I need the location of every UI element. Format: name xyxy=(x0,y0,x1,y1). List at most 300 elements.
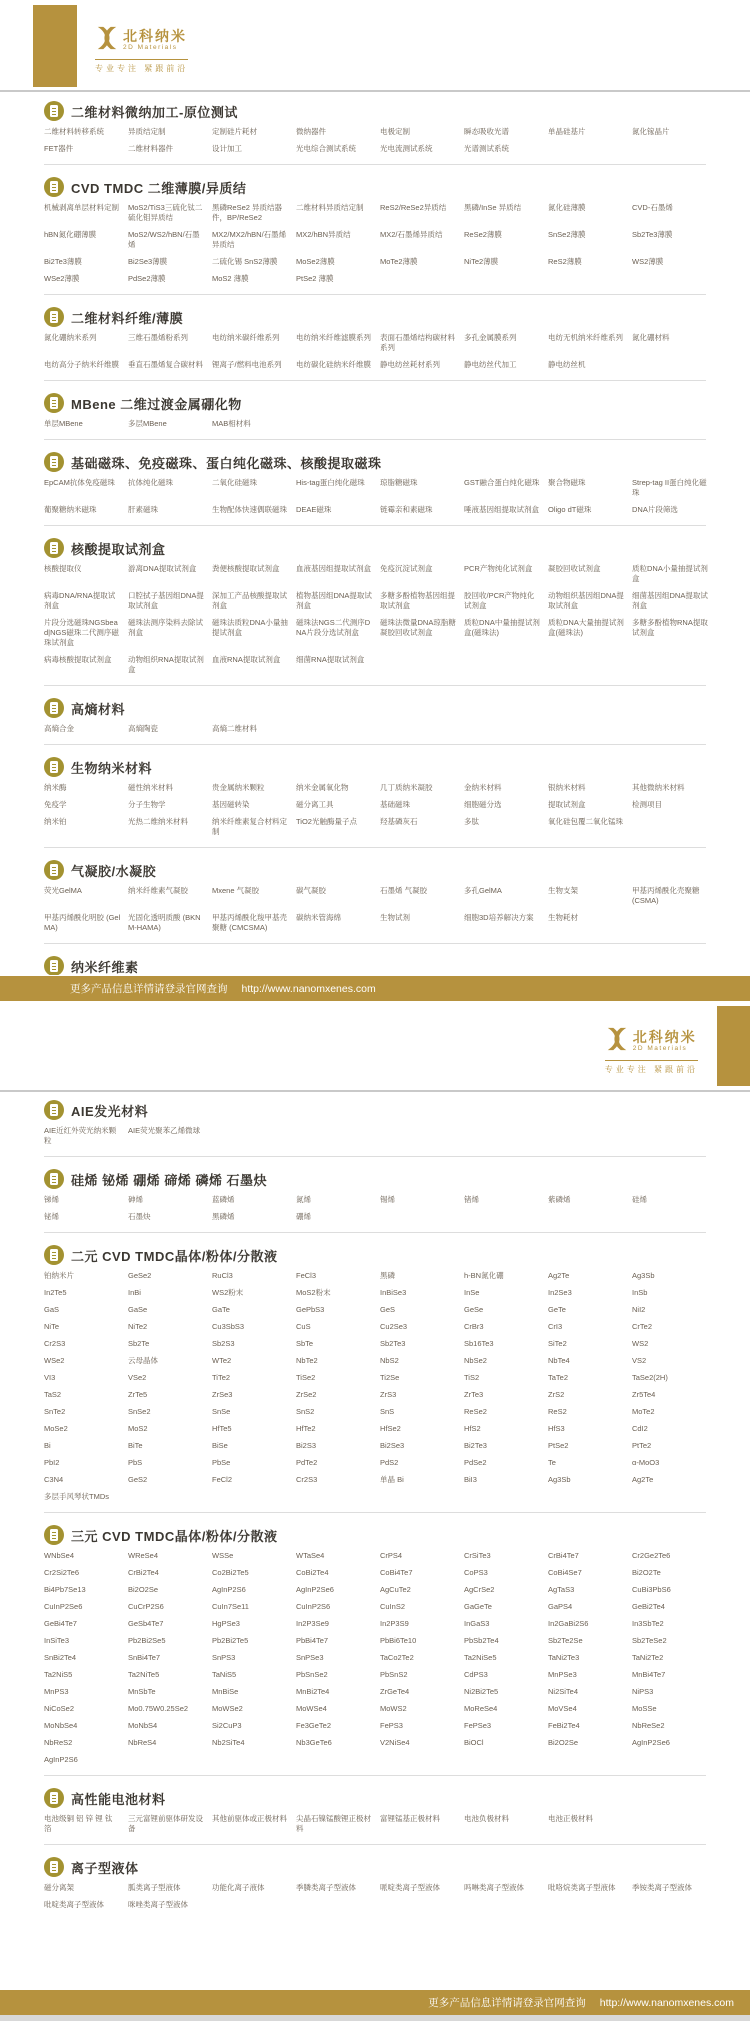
product-section xyxy=(0,956,750,975)
product-item: 富锂锰基正极材料 xyxy=(380,1814,440,1823)
product-item: 光固化透明质酸 (BKNM-HAMA) xyxy=(128,913,201,932)
product-item: PtSe2 xyxy=(548,1441,569,1450)
product-section xyxy=(0,1525,750,1765)
product-item: 血液基因组提取试剂盒 xyxy=(296,564,371,573)
product-item: ReSe2薄膜 xyxy=(464,230,502,239)
product-item: 凝胶回收试剂盒 xyxy=(548,564,601,573)
product-item: CoBi4Se7 xyxy=(548,1568,582,1577)
product-item: CuInP2S6 xyxy=(296,1602,331,1611)
section-title: 高熵材料 xyxy=(71,701,126,717)
product-item: HgPSe3 xyxy=(212,1619,240,1628)
product-section xyxy=(0,1169,750,1222)
section-separator xyxy=(44,943,706,944)
product-item: AgCrSe2 xyxy=(464,1585,495,1594)
product-item: Ni2Bi2Te5 xyxy=(464,1687,499,1696)
product-item: VS2 xyxy=(632,1356,647,1365)
product-item: EpCAM抗体免疫磁珠 xyxy=(44,478,115,487)
product-item: Ta2NiSe5 xyxy=(464,1653,497,1662)
product-item: CuCrP2S6 xyxy=(128,1602,164,1611)
product-section xyxy=(0,1100,750,1146)
section-doc-icon xyxy=(44,307,64,327)
product-item: 瞬态吸收光谱 xyxy=(464,127,509,136)
gold-accent-rect xyxy=(33,5,77,87)
product-item: 聚合物磁珠 xyxy=(548,478,586,487)
section-doc-icon xyxy=(44,956,64,975)
product-section xyxy=(0,757,750,837)
product-item: MoWS2 xyxy=(380,1704,407,1713)
product-row xyxy=(44,203,716,223)
product-item: VSe2 xyxy=(128,1373,147,1382)
product-item: In2Te5 xyxy=(44,1288,67,1297)
section-title: 纳米纤维素 xyxy=(71,959,139,975)
product-item: 石墨烯 气凝胶 xyxy=(380,886,428,895)
product-item: CuInP2Se6 xyxy=(44,1602,83,1611)
product-item: WS2薄膜 xyxy=(632,257,664,266)
product-row xyxy=(44,1126,716,1146)
product-item: WSSe xyxy=(212,1551,234,1560)
product-item: TaTe2 xyxy=(548,1373,569,1382)
product-row xyxy=(44,1636,716,1646)
product-item: CoPS3 xyxy=(464,1568,488,1577)
product-item: 几丁质纳米凝胶 xyxy=(380,783,433,792)
product-item: 电极定制 xyxy=(380,127,410,136)
product-item: MoReSe4 xyxy=(464,1704,498,1713)
product-item: Mo0.75W0.25Se2 xyxy=(128,1704,189,1713)
product-item: GST融合蛋白纯化磁珠 xyxy=(464,478,540,487)
product-item: MnBi4Te7 xyxy=(632,1670,666,1679)
product-item: MoWSe4 xyxy=(296,1704,327,1713)
product-item: 动物组织RNA提取试剂盒 xyxy=(128,655,204,674)
product-item: Mxene 气凝胶 xyxy=(212,886,260,895)
product-row xyxy=(44,1551,716,1561)
product-item: 吡啶类离子型液体 xyxy=(44,1900,104,1909)
product-item: 高熵二维材料 xyxy=(212,724,257,733)
product-item: 链霉亲和素磁珠 xyxy=(380,505,433,514)
product-item: 基础磁珠 xyxy=(380,800,410,809)
product-row xyxy=(44,1883,716,1893)
product-item: Nb3GeTe6 xyxy=(296,1738,332,1747)
product-item: 免疫沉淀试剂盒 xyxy=(380,564,433,573)
section-title: 三元 CVD TMDC晶体/粉体/分散液 xyxy=(71,1528,278,1544)
product-item: α-MoO3 xyxy=(632,1458,660,1467)
product-item: AgTaS3 xyxy=(548,1585,575,1594)
product-item: 口腔拭子基因组DNA提取试剂盒 xyxy=(128,591,204,610)
product-item: h-BN氮化硼 xyxy=(464,1271,504,1280)
product-item: GaSe xyxy=(128,1305,148,1314)
product-row xyxy=(44,1602,716,1612)
product-item: DEAE磁珠 xyxy=(296,505,332,514)
product-item: GaS xyxy=(44,1305,60,1314)
product-item: 二维材料转移系统 xyxy=(44,127,104,136)
product-item: InSiTe3 xyxy=(44,1636,70,1645)
product-item: 病毒核酸提取试剂盒 xyxy=(44,655,112,664)
product-item: 三维石墨烯粉系列 xyxy=(128,333,188,342)
product-item: FeCl3 xyxy=(296,1271,317,1280)
product-item: 静电纺丝代加工 xyxy=(464,360,517,369)
product-row xyxy=(44,1356,716,1366)
product-item: 静电纺丝机 xyxy=(548,360,586,369)
product-item: GeS2 xyxy=(128,1475,148,1484)
product-row xyxy=(44,591,716,611)
product-item: InBiSe3 xyxy=(380,1288,407,1297)
product-item: Bi xyxy=(44,1441,51,1450)
product-item: SnSe2 xyxy=(128,1407,151,1416)
product-item: 磁分离工具 xyxy=(296,800,334,809)
product-item: MoS2/TiS3三硫化钛二硫化钼异质结 xyxy=(128,203,203,222)
product-item: 电纺碳化硅纳米纤维膜 xyxy=(296,360,371,369)
product-row xyxy=(44,886,716,906)
product-item: 单层MBene xyxy=(44,419,83,428)
product-item: 碳纳米管海绵 xyxy=(296,913,341,922)
product-item: 金纳米材料 xyxy=(464,783,502,792)
product-item: 生物试剂 xyxy=(380,913,410,922)
product-item: 多肽 xyxy=(464,817,479,826)
product-item: 甲基丙烯酰化明胶 (GelMA) xyxy=(44,913,121,932)
product-item: CrTe2 xyxy=(632,1322,653,1331)
product-item: V2NiSe4 xyxy=(380,1738,410,1747)
section-doc-icon xyxy=(44,860,64,880)
product-item: InSe xyxy=(464,1288,480,1297)
product-item: Bi2Te3薄膜 xyxy=(44,257,82,266)
product-item: ReS2 xyxy=(548,1407,567,1416)
product-item: VI3 xyxy=(44,1373,56,1382)
product-item: 质粒DNA小量抽提试剂盒 xyxy=(632,564,708,583)
product-item: GeS xyxy=(380,1305,396,1314)
brand-subtitle: 2D Materials xyxy=(123,44,178,51)
product-item: AgInP2S6 xyxy=(212,1585,246,1594)
product-item: 二维材料异质结定制 xyxy=(296,203,364,212)
product-item: 片段分选磁珠NGSbead|NGS磁珠二代测序磁珠试剂盒 xyxy=(44,618,119,647)
section-title: MBene 二维过渡金属硼化物 xyxy=(71,396,242,412)
product-item: 银纳米材料 xyxy=(548,783,586,792)
product-item: FeBi2Te4 xyxy=(548,1721,580,1730)
product-item: 石墨炔 xyxy=(128,1212,151,1221)
product-item: Ag2Te xyxy=(632,1475,654,1484)
footer-bar xyxy=(0,976,750,1001)
product-row xyxy=(44,1322,716,1332)
product-item: FeCl2 xyxy=(212,1475,233,1484)
product-item: GeTe xyxy=(548,1305,566,1314)
product-item: WNbSe4 xyxy=(44,1551,75,1560)
product-item: 硼烯 xyxy=(296,1212,311,1221)
product-item: NbReS4 xyxy=(128,1738,157,1747)
product-item: 纳米纤维素气凝胶 xyxy=(128,886,188,895)
product-item: MX2/MX2/hBN/石墨烯异质结 xyxy=(212,230,287,249)
product-row xyxy=(44,1288,716,1298)
product-item: 氧化硅包覆二氧化锰珠 xyxy=(548,817,623,826)
section-title: 离子型液体 xyxy=(71,1860,139,1876)
product-item: CrBr3 xyxy=(464,1322,484,1331)
product-item: BiI3 xyxy=(464,1475,477,1484)
butterfly-logo-icon xyxy=(95,26,119,55)
product-item: ZrSe2 xyxy=(296,1390,317,1399)
product-item: Te xyxy=(548,1458,556,1467)
section-doc-icon xyxy=(44,101,64,121)
section-title: 二元 CVD TMDC晶体/粉体/分散液 xyxy=(71,1248,278,1264)
butterfly-logo-icon xyxy=(605,1027,629,1056)
product-row xyxy=(44,230,716,250)
product-item: MoSe2薄膜 xyxy=(296,257,335,266)
product-item: 单晶 Bi xyxy=(380,1475,404,1484)
product-item: Co2Bi2Te5 xyxy=(212,1568,249,1577)
product-item: MoTe2 xyxy=(632,1407,655,1416)
section-separator xyxy=(44,1844,706,1845)
product-item: Sb2Te2Se xyxy=(548,1636,583,1645)
product-item: NbReSe2 xyxy=(632,1721,665,1730)
product-item: GaTe xyxy=(212,1305,230,1314)
section-doc-icon xyxy=(44,393,64,413)
product-item: Si2CuP3 xyxy=(212,1721,242,1730)
product-item: NiTe xyxy=(44,1322,60,1331)
product-item: WS2粉末 xyxy=(212,1288,244,1297)
section-separator xyxy=(44,685,706,686)
product-item: 硅烯 xyxy=(632,1195,647,1204)
product-row xyxy=(44,1900,716,1910)
product-item: InBi xyxy=(128,1288,141,1297)
product-item: PCR产物纯化试剂盒 xyxy=(464,564,533,573)
product-item: MoS2 薄膜 xyxy=(212,274,249,283)
brand-slogan: 专业专注 紧跟前沿 xyxy=(605,1060,698,1075)
product-item: 三元富锂前驱体研发设备 xyxy=(128,1814,203,1833)
product-item: In2P3Se9 xyxy=(296,1619,329,1628)
product-item: 表面石墨烯结构碳材料系列 xyxy=(380,333,455,352)
product-item: 多孔金属膜系列 xyxy=(464,333,517,342)
product-item: GeSb4Te7 xyxy=(128,1619,164,1628)
product-item: AgInP2Se6 xyxy=(632,1738,670,1747)
product-item: PbBi6Te10 xyxy=(380,1636,417,1645)
product-row xyxy=(44,505,716,515)
product-item: PbSnS2 xyxy=(380,1670,408,1679)
product-item: ReS2/ReSe2异质结 xyxy=(380,203,447,212)
product-item: 机械剥离单层材料定制 xyxy=(44,203,119,212)
product-item: 磁分离架 xyxy=(44,1883,74,1892)
product-item: MX2/石墨烯异质结 xyxy=(380,230,443,239)
product-item: PdSe2 xyxy=(464,1458,487,1467)
product-item: 分子生物学 xyxy=(128,800,166,809)
product-item: CuS xyxy=(296,1322,311,1331)
product-item: 病毒DNA/RNA提取试剂盒 xyxy=(44,591,116,610)
product-row xyxy=(44,724,716,734)
section-separator xyxy=(44,847,706,848)
product-item: Ag3Sb xyxy=(548,1475,571,1484)
product-item: GeSe2 xyxy=(128,1271,152,1280)
product-item: PbSnSe2 xyxy=(296,1670,328,1679)
product-item: 肝素磁珠 xyxy=(128,505,158,514)
product-row xyxy=(44,655,716,675)
product-item: MoS2 xyxy=(128,1424,148,1433)
brand-name: 北科纳米 xyxy=(632,1029,697,1045)
product-item: ZrSe3 xyxy=(212,1390,233,1399)
product-item: 磁珠法NGS二代测序DNA片段分选试剂盒 xyxy=(296,618,371,637)
section-doc-icon xyxy=(44,538,64,558)
page2-content xyxy=(0,1098,750,1988)
product-item: Pb2Bi2Te5 xyxy=(212,1636,249,1645)
product-item: Bi2Se3 xyxy=(380,1441,405,1450)
section-title: 硅烯 铋烯 硼烯 碲烯 磷烯 石墨炔 xyxy=(71,1172,268,1188)
product-item: 吗啉类离子型液体 xyxy=(464,1883,524,1892)
product-item: Nb2SiTe4 xyxy=(212,1738,245,1747)
product-item: 铋烯 xyxy=(44,1212,59,1221)
product-item: hBN氮化硼薄膜 xyxy=(44,230,97,239)
product-row xyxy=(44,1475,716,1485)
product-item: PbBi4Te7 xyxy=(296,1636,329,1645)
brand-slogan: 专业专注 紧跟前沿 xyxy=(95,59,188,74)
product-item: Sb16Te3 xyxy=(464,1339,494,1348)
product-row xyxy=(44,144,716,154)
product-item: 锗烯 xyxy=(464,1195,479,1204)
product-item: ZrS2 xyxy=(548,1390,565,1399)
product-item: Ag3Sb xyxy=(632,1271,655,1280)
product-item: AgInP2S6 xyxy=(44,1755,78,1764)
product-item: NbTe2 xyxy=(296,1356,318,1365)
product-item: 电池正极材料 xyxy=(548,1814,593,1823)
product-item: 光谱测试系统 xyxy=(464,144,509,153)
section-title: 二维材料微纳加工-原位测试 xyxy=(71,104,238,120)
product-item: HfSe2 xyxy=(380,1424,401,1433)
product-item: NiCoSe2 xyxy=(44,1704,75,1713)
product-row xyxy=(44,1305,716,1315)
product-item: Cr2S3 xyxy=(44,1339,66,1348)
product-item: Ta2NiS5 xyxy=(44,1670,73,1679)
product-item: 纳米酶 xyxy=(44,783,67,792)
product-item: Cu2Se3 xyxy=(380,1322,408,1331)
product-item: TiSe2 xyxy=(296,1373,316,1382)
product-item: MoSSe xyxy=(632,1704,657,1713)
product-item: AgInP2Se6 xyxy=(296,1585,334,1594)
product-item: 其他微纳米材料 xyxy=(632,783,685,792)
footer-url-link[interactable]: http://www.nanomxenes.com xyxy=(599,1996,734,2009)
header-divider xyxy=(0,1090,750,1092)
product-item: 氮化镓晶片 xyxy=(632,127,670,136)
product-item: WSe2 xyxy=(44,1356,65,1365)
product-row xyxy=(44,564,716,584)
product-item: SnSe xyxy=(212,1407,231,1416)
footer-url-link[interactable]: http://www.nanomxenes.com xyxy=(241,982,376,995)
section-doc-icon xyxy=(44,1100,64,1120)
footer-text: 更多产品信息详情请登录官网查询 xyxy=(428,1997,586,2009)
section-doc-icon xyxy=(44,1525,64,1545)
product-item: 唾液基因组提取试剂盒 xyxy=(464,505,539,514)
catalog-page-1 xyxy=(0,0,750,1001)
product-item: ZrGeTe4 xyxy=(380,1687,410,1696)
product-row xyxy=(44,1407,716,1417)
product-item: 高熵陶瓷 xyxy=(128,724,158,733)
product-item: 甲基丙烯酰化壳聚糖 (CSMA) xyxy=(632,886,700,905)
product-item: GePbS3 xyxy=(296,1305,325,1314)
product-item: 植物基因组DNA提取试剂盒 xyxy=(296,591,372,610)
product-item: Cr2Si2Te6 xyxy=(44,1568,80,1577)
product-item: CoBi4Te7 xyxy=(380,1568,413,1577)
product-item: 电纺无机纳米纤维系列 xyxy=(548,333,623,342)
product-item: Ti2Se xyxy=(380,1373,400,1382)
catalog-page-2 xyxy=(0,1001,750,2021)
product-item: 免疫学 xyxy=(44,800,67,809)
product-item: 检测项目 xyxy=(632,800,662,809)
product-item: SbTe xyxy=(296,1339,314,1348)
product-item: PtTe2 xyxy=(632,1441,652,1450)
product-row xyxy=(44,1271,716,1281)
product-item: FET器件 xyxy=(44,144,74,153)
product-item: 二硫化锡 SnS2薄膜 xyxy=(212,257,278,266)
product-section xyxy=(0,538,750,675)
product-item: CdPS3 xyxy=(464,1670,488,1679)
product-row xyxy=(44,478,716,498)
section-separator xyxy=(44,294,706,295)
product-item: 氮化硼材料 xyxy=(632,333,670,342)
product-item: SnPSe3 xyxy=(296,1653,324,1662)
product-item: Ni2SiTe4 xyxy=(548,1687,579,1696)
product-row xyxy=(44,1441,716,1451)
product-item: 葡聚糖纳米磁珠 xyxy=(44,505,97,514)
section-separator xyxy=(44,1512,706,1513)
product-item: ReSe2 xyxy=(464,1407,487,1416)
product-item: SnSe2薄膜 xyxy=(548,230,586,239)
product-section xyxy=(0,452,750,515)
product-item: AIE近红外荧光纳米颗粒 xyxy=(44,1126,117,1145)
product-item: 尖晶石镍锰酸锂正极材料 xyxy=(296,1814,371,1833)
product-item: 抗体纯化磁珠 xyxy=(128,478,173,487)
product-item: NiPS3 xyxy=(632,1687,654,1696)
product-row xyxy=(44,1653,716,1663)
product-item: InSb xyxy=(632,1288,648,1297)
product-item: 微纳器件 xyxy=(296,127,326,136)
product-item: In2GaBi2S6 xyxy=(548,1619,589,1628)
section-separator xyxy=(44,1156,706,1157)
product-row xyxy=(44,1619,716,1629)
product-item: PtSe2 薄膜 xyxy=(296,274,334,283)
product-item: BiTe xyxy=(128,1441,143,1450)
product-item: 黑磷/InSe 异质结 xyxy=(464,203,522,212)
product-item: 磁珠法质粒DNA小量抽提试剂盒 xyxy=(212,618,288,637)
section-title: AIE发光材料 xyxy=(71,1103,149,1119)
product-item: 细菌RNA提取试剂盒 xyxy=(296,655,365,664)
product-item: Zr5Te4 xyxy=(632,1390,656,1399)
section-doc-icon xyxy=(44,698,64,718)
product-item: HfS2 xyxy=(464,1424,481,1433)
product-item: Bi4Pb7Se13 xyxy=(44,1585,86,1594)
product-item: ZrTe3 xyxy=(464,1390,484,1399)
section-separator xyxy=(44,1232,706,1233)
product-row xyxy=(44,1212,716,1222)
product-item: Oligo dT磁珠 xyxy=(548,505,592,514)
product-item: BiOCl xyxy=(464,1738,484,1747)
product-item: 羟基磷灰石 xyxy=(380,817,418,826)
product-item: 动物组织基因组DNA提取试剂盒 xyxy=(548,591,624,610)
product-item: Bi2S3 xyxy=(296,1441,317,1450)
product-item: Sb2Te xyxy=(128,1339,150,1348)
product-item: In2Se3 xyxy=(548,1288,572,1297)
product-item: 垂直石墨烯复合碳材料 xyxy=(128,360,203,369)
product-row xyxy=(44,1670,716,1680)
product-item: GaPS4 xyxy=(548,1602,573,1611)
product-section xyxy=(0,1857,750,1910)
product-item: DNA片段筛选 xyxy=(632,505,678,514)
product-item: SnTe2 xyxy=(44,1407,66,1416)
product-item: 纳米纤维素复合材料定制 xyxy=(212,817,287,836)
section-title: 气凝胶/水凝胶 xyxy=(71,863,157,879)
product-item: 黑磷 xyxy=(380,1271,395,1280)
product-item: GeBi2Te4 xyxy=(632,1602,665,1611)
product-item: 荧光GelMA xyxy=(44,886,82,895)
section-separator xyxy=(44,380,706,381)
product-section xyxy=(0,698,750,734)
product-item: MoTe2薄膜 xyxy=(380,257,418,266)
product-item: CuInS2 xyxy=(380,1602,406,1611)
product-item: 细胞磁分选 xyxy=(464,800,502,809)
product-item: WTaSe4 xyxy=(296,1551,325,1560)
product-item: 蓝磷烯 xyxy=(212,1195,235,1204)
product-item: ReS2薄膜 xyxy=(548,257,582,266)
